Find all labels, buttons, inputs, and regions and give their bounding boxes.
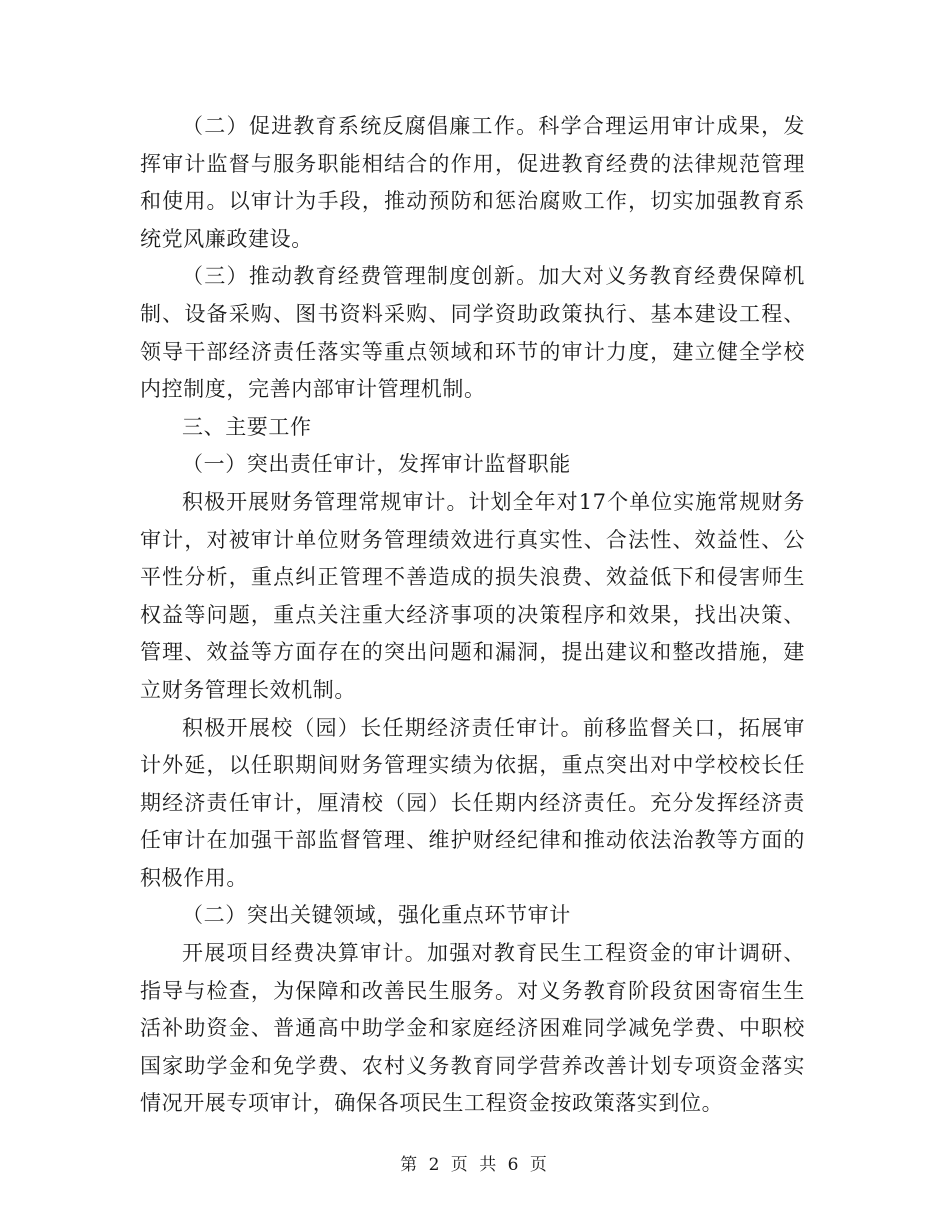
section-heading-main-work: 三、主要工作 xyxy=(182,414,312,439)
subheading-responsibility-audit: （一）突出责任审计，发挥审计监督职能 xyxy=(182,452,571,477)
page-number-footer: 第 2 页 共 6 页 xyxy=(400,1155,550,1175)
paragraph-funding-innovation: （三）推动教育经费管理制度创新。加大对义务教育经费保障机制、设备采购、图书资料采购、同学资助政策执行、基本建设工程、领导干部经济责任落实等重点领域和环节的审计力度，建立健全学校内控制度，完善内部审计管理机制。 xyxy=(140,264,805,402)
paragraph-anti-corruption: （二）促进教育系统反腐倡廉工作。科学合理运用审计成果，发挥审计监督与服务职能相结合的作用，促进教育经费的法律规范管理和使用。以审计为手段，推动预防和惩治腐败工作，切实加强教育系统党风廉政建设。 xyxy=(140,114,805,251)
paragraph-routine-audit: 积极开展财务管理常规审计。计划全年对17个单位实施常规财务审计，对被审计单位财务管理绩效进行真实性、合法性、效益性、公平性分析，重点纠正管理不善造成的损失浪费、效益低下和侵害师生权益等问题，重点关注重大经济事项的决策程序和效果，找出决策、管理、效益等方面存在的突出问题和漏洞，提出建议和整改措施，建立财务管理长效机制。 xyxy=(140,489,805,702)
document-body xyxy=(140,108,805,1123)
subheading-key-areas: （二）突出关键领域，强化重点环节审计 xyxy=(182,903,571,928)
paragraph-project-audit: 开展项目经费决算审计。加强对教育民生工程资金的审计调研、指导与检查，为保障和改善民生服务。对义务教育阶段贫困寄宿生生活补助资金、普通高中助学金和家庭经济困难同学减免学费、中职校国家助学金和免学费、农村义务教育同学营养改善计划专项资金落实情况开展专项审计，确保各项民生工程资金按政策落实到位。 xyxy=(140,941,805,1116)
paragraph-principal-audit: 积极开展校（园）长任期经济责任审计。前移监督关口，拓展审计外延，以任职期间财务管理实绩为依据，重点突出对中学校校长任期经济责任审计，厘清校（园）长任期内经济责任。充分发挥经济责任审计在加强干部监督管理、维护财经纪律和推动依法治教等方面的积极作用。 xyxy=(140,715,805,890)
